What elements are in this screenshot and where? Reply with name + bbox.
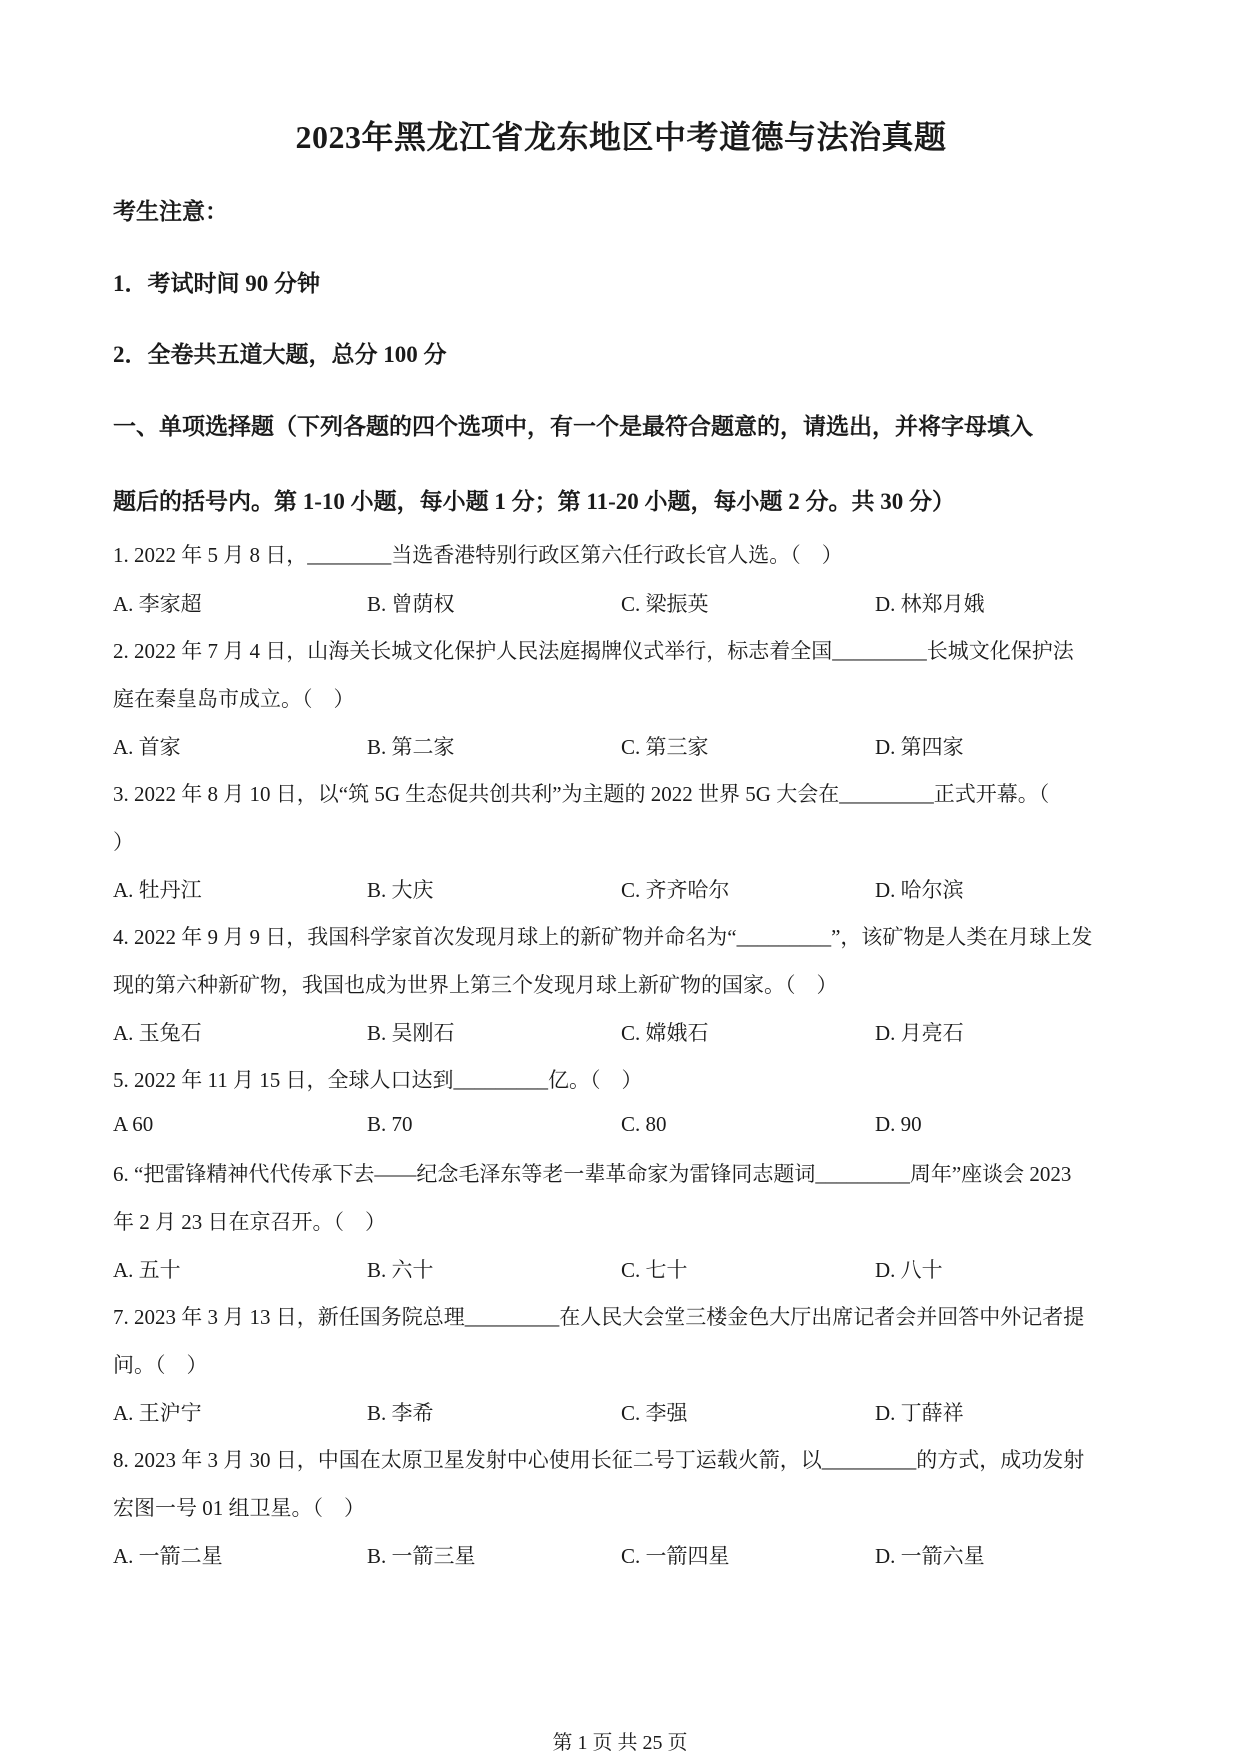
- option-c: C. 嫦娥石: [621, 1021, 709, 1045]
- option-b: B. 一箭三星: [367, 1544, 476, 1568]
- option-c: C. 七十: [621, 1258, 688, 1282]
- option-b: B. 70: [367, 1112, 413, 1136]
- question-4-options: [113, 1017, 1129, 1047]
- question-2-line1: 2. 2022 年 7 月 4 日，山海关长城文化保护人民法庭揭牌仪式举行，标志着全国_________长城文化保护法: [113, 639, 1074, 663]
- option-d: D. 林郑月娥: [875, 592, 985, 616]
- question-3-line2: ）: [113, 830, 134, 854]
- option-d: D. 哈尔滨: [875, 878, 964, 902]
- option-b: B. 大庆: [367, 878, 434, 902]
- question-2-line2: 庭在秦皇岛市成立。（ ）: [113, 687, 355, 711]
- notice-heading: 考生注意：: [113, 199, 228, 224]
- question-5-options: [113, 1112, 1129, 1142]
- option-a: A. 玉兔石: [113, 1021, 202, 1045]
- section-heading-line1: 一、单项选择题（下列各题的四个选项中，有一个是最符合题意的，请选出，并将字母填入: [113, 414, 1033, 439]
- question-1-line1: 1. 2022 年 5 月 8 日，________当选香港特别行政区第六任行政长官人选。（ ）: [113, 543, 843, 567]
- question-6-options: [113, 1254, 1129, 1284]
- option-a: A. 一箭二星: [113, 1544, 223, 1568]
- option-d: D. 90: [875, 1112, 922, 1136]
- question-7-options: [113, 1397, 1129, 1427]
- option-a: A. 首家: [113, 735, 181, 759]
- option-b: B. 曾荫权: [367, 592, 455, 616]
- option-c: C. 梁振英: [621, 592, 709, 616]
- option-d: D. 八十: [875, 1258, 943, 1282]
- option-a: A 60: [113, 1112, 154, 1136]
- option-a: A. 王沪宁: [113, 1401, 202, 1425]
- question-3-line1: 3. 2022 年 8 月 10 日，以“筑 5G 生态促共创共利”为主题的 2022 世界 5G 大会在_________正式开幕。（: [113, 782, 1050, 806]
- option-c: C. 第三家: [621, 735, 709, 759]
- question-6-line1: 6. “把雷锋精神代代传承下去——纪念毛泽东等老一辈革命家为雷锋同志题词_________周年”座谈会 2023: [113, 1162, 1072, 1186]
- option-d: D. 丁薛祥: [875, 1401, 964, 1425]
- question-8-options: [113, 1540, 1129, 1570]
- exam-title: 2023年黑龙江省龙东地区中考道德与法治真题: [295, 119, 947, 155]
- option-a: A. 李家超: [113, 592, 202, 616]
- question-6-line2: 年 2 月 23 日在京召开。（ ）: [113, 1210, 386, 1234]
- option-d: D. 第四家: [875, 735, 964, 759]
- question-8-line1: 8. 2023 年 3 月 30 日，中国在太原卫星发射中心使用长征二号丁运载火箭，以_________的方式，成功发射: [113, 1448, 1085, 1472]
- question-4-line1: 4. 2022 年 9 月 9 日，我国科学家首次发现月球上的新矿物并命名为“_________”，该矿物是人类在月球上发: [113, 925, 1093, 949]
- option-c: C. 80: [621, 1112, 667, 1136]
- question-3-options: [113, 874, 1129, 904]
- question-7-line2: 问。（ ）: [113, 1353, 208, 1377]
- option-d: D. 一箭六星: [875, 1544, 985, 1568]
- option-b: B. 第二家: [367, 735, 455, 759]
- question-4-line2: 现的第六种新矿物，我国也成为世界上第三个发现月球上新矿物的国家。（ ）: [113, 973, 838, 997]
- notice-item-score: 2．全卷共五道大题，总分 100 分: [113, 342, 447, 367]
- option-b: B. 六十: [367, 1258, 434, 1282]
- notice-item-time: 1．考试时间 90 分钟: [113, 271, 320, 296]
- option-b: B. 吴刚石: [367, 1021, 455, 1045]
- question-5-line1: 5. 2022 年 11 月 15 日，全球人口达到_________亿。（ ）: [113, 1068, 643, 1092]
- option-d: D. 月亮石: [875, 1021, 964, 1045]
- page-number: 第 1 页 共 25 页: [552, 1732, 688, 1754]
- question-7-line1: 7. 2023 年 3 月 13 日，新任国务院总理_________在人民大会堂三楼金色大厅出席记者会并回答中外记者提: [113, 1305, 1085, 1329]
- question-1-options: [113, 588, 1129, 618]
- question-2-options: [113, 731, 1129, 761]
- option-b: B. 李希: [367, 1401, 434, 1425]
- section-heading-line2: 题后的括号内。第 1-10 小题，每小题 1 分；第 11-20 小题，每小题 2 分。共 30 分）: [113, 489, 956, 514]
- option-a: A. 牡丹江: [113, 878, 202, 902]
- option-c: C. 李强: [621, 1401, 688, 1425]
- option-c: C. 一箭四星: [621, 1544, 730, 1568]
- question-8-line2: 宏图一号 01 组卫星。（ ）: [113, 1496, 365, 1520]
- option-c: C. 齐齐哈尔: [621, 878, 730, 902]
- option-a: A. 五十: [113, 1258, 181, 1282]
